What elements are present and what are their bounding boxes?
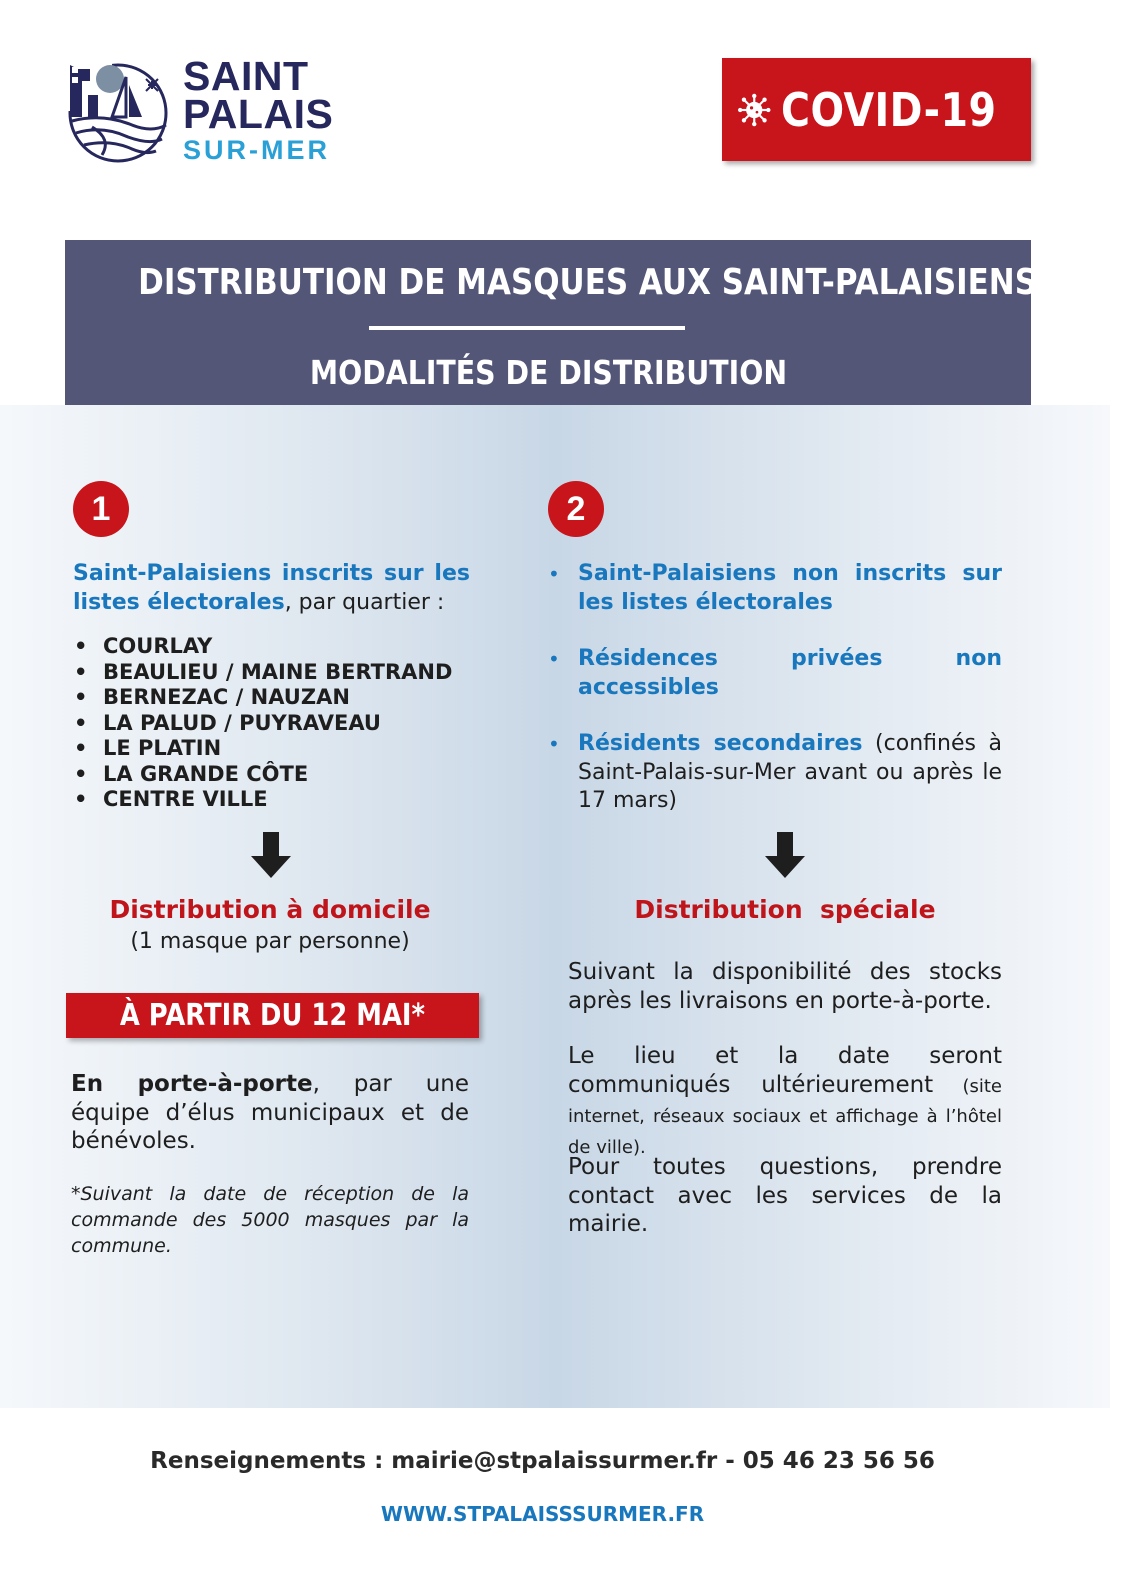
list-item: • BERNEZAC / NAUZAN	[72, 685, 492, 711]
step-1-badge: 1	[73, 481, 129, 537]
step-2-badge: 2	[548, 481, 604, 537]
list-item: • LE PLATIN	[72, 736, 492, 762]
list-item	[546, 645, 1002, 702]
virus-icon	[738, 80, 771, 140]
right-para-3: Pour toutes questions, prendre contact avec les services de la mairie.	[568, 1154, 1002, 1237]
town-emblem-icon	[62, 55, 170, 167]
right-bullet-2: Résidences privées non accessibles	[578, 646, 1002, 700]
right-result-title: Distribution spéciale	[634, 895, 936, 924]
arrow-down-icon	[251, 832, 291, 878]
covid-badge	[722, 58, 1031, 161]
list-item: • BEAULIEU / MAINE BERTRAND	[72, 660, 492, 686]
left-result-title: Distribution à domicile	[109, 895, 431, 924]
left-method-rest: , par une équipe d’élus municipaux et de bénévoles.	[71, 1071, 469, 1154]
logo-line-saint: SAINT	[183, 53, 309, 99]
right-para-2	[568, 1042, 1002, 1162]
covid-label: COVID-19	[780, 82, 996, 137]
arrow-down-icon	[765, 832, 805, 878]
page-subtitle-text: MODALITÉS DE DISTRIBUTION	[309, 353, 787, 392]
right-bullet-3-rest: (confinés à Saint-Palais-sur-Mer avant ou après le 17 mars)	[578, 731, 1002, 813]
page-title	[65, 262, 1038, 303]
left-intro	[73, 560, 470, 617]
left-intro-rest: , par quartier :	[284, 589, 445, 615]
start-date-bar	[66, 993, 479, 1038]
left-result-note: (1 masque par personne)	[130, 929, 410, 954]
logo-wordmark	[183, 53, 334, 167]
title-banner	[65, 240, 1038, 405]
start-date-label: À PARTIR DU 12 MAI*	[119, 998, 426, 1033]
left-intro-bold: Saint-Palaisiens inscrits sur les listes électorales	[73, 561, 470, 615]
logo-line-palais: PALAIS	[183, 91, 334, 137]
right-bullet-1: Saint-Palaisiens non inscrits sur les listes électorales	[578, 561, 1002, 615]
footnote: *Suivant la date de réception de la commande des 5000 masques par la commune.	[71, 1183, 469, 1257]
list-item: • LA PALUD / PUYRAVEAU	[72, 711, 492, 737]
list-item: • CENTRE VILLE	[72, 787, 492, 813]
banner-divider	[369, 326, 685, 330]
list-item: • COURLAY	[72, 634, 492, 660]
list-item	[546, 730, 1002, 816]
right-bullet-3-bold: Résidents secondaires	[578, 731, 863, 756]
left-method	[71, 1070, 469, 1156]
contact-line: Renseignements : mairie@stpalaissurmer.fr - 05 46 23 56 56	[150, 1448, 935, 1474]
logo-line-sur-mer: SUR-MER	[183, 135, 330, 165]
page-subtitle	[65, 353, 1031, 392]
website-link[interactable]: WWW.STPALAISSSURMER.FR	[380, 1502, 705, 1526]
right-para-2-small: (site internet, réseaux sociaux et affichage à l’hôtel de ville).	[568, 1075, 1002, 1158]
right-bullet-list	[546, 560, 1002, 816]
left-method-bold: En porte-à-porte	[71, 1071, 313, 1097]
page-title-text: DISTRIBUTION DE MASQUES AUX SAINT-PALAISIENS	[138, 262, 1038, 303]
quartier-list	[72, 634, 492, 813]
town-logo	[62, 55, 352, 173]
right-para-2-main: Le lieu et la date seront communiqués ultérieurement	[568, 1043, 1002, 1098]
right-para-1: Suivant la disponibilité des stocks après les livraisons en porte-à-porte.	[568, 959, 1002, 1014]
list-item	[546, 560, 1002, 617]
list-item: • LA GRANDE CÔTE	[72, 762, 492, 788]
